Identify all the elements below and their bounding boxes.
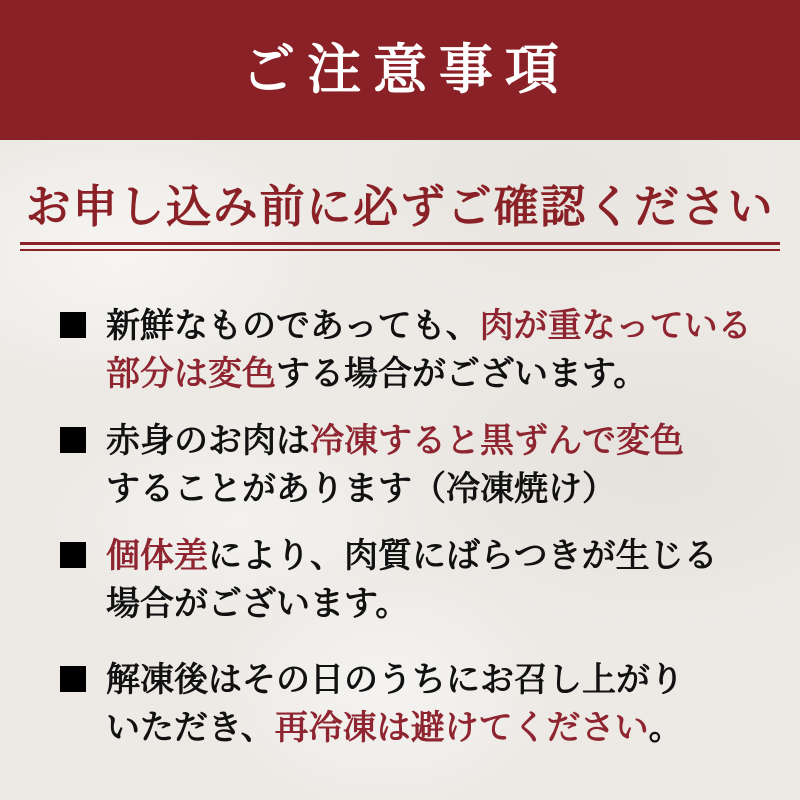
note-item xyxy=(60,418,760,514)
note-text-segment: 解凍後はその日のうちにお召し上がり xyxy=(106,661,684,699)
note-line xyxy=(106,705,684,753)
note-text-segment: により、肉質にばらつきが生じる xyxy=(208,537,718,575)
note-item xyxy=(60,533,760,629)
notice-content xyxy=(0,140,800,753)
black-square-icon xyxy=(60,427,86,453)
note-line xyxy=(106,657,684,705)
black-square-icon xyxy=(60,312,86,338)
note-text-segment: 冷凍すると黒ずんで変色 xyxy=(310,422,684,460)
note-line xyxy=(106,303,752,351)
note-text-segment: することがあります（冷凍焼け） xyxy=(106,470,616,508)
black-square-icon xyxy=(60,666,86,692)
note-text xyxy=(106,303,752,399)
note-line xyxy=(106,466,684,514)
notice-header xyxy=(0,0,800,140)
note-text-segment: 部分は変色 xyxy=(106,355,276,393)
page-title: ご注意事項 xyxy=(241,40,571,100)
note-text-segment: 場合がございます。 xyxy=(106,585,410,623)
double-underline xyxy=(20,242,780,251)
notes-list xyxy=(20,303,780,753)
subtitle-heading: お申し込み前に必ずご確認ください xyxy=(25,182,775,232)
note-text xyxy=(106,418,684,514)
note-line xyxy=(106,533,718,581)
note-text xyxy=(106,533,718,629)
note-text-segment: 個体差 xyxy=(106,537,208,575)
note-item xyxy=(60,657,760,753)
note-item xyxy=(60,303,760,399)
note-text-segment: 新鮮なものであっても、 xyxy=(106,307,480,345)
note-text-segment: 赤身のお肉は xyxy=(106,422,310,460)
note-text-segment: 再冷凍は避けてください xyxy=(274,709,649,747)
note-text xyxy=(106,657,684,753)
black-square-icon xyxy=(60,542,86,568)
note-text-segment: いただき、 xyxy=(106,709,275,747)
note-line xyxy=(106,418,684,466)
note-text-segment: 肉が重なっている xyxy=(479,307,752,345)
note-text-segment: する場合がございます。 xyxy=(276,355,648,393)
note-line xyxy=(106,581,718,629)
note-line xyxy=(106,351,752,399)
note-text-segment: 。 xyxy=(648,709,683,747)
